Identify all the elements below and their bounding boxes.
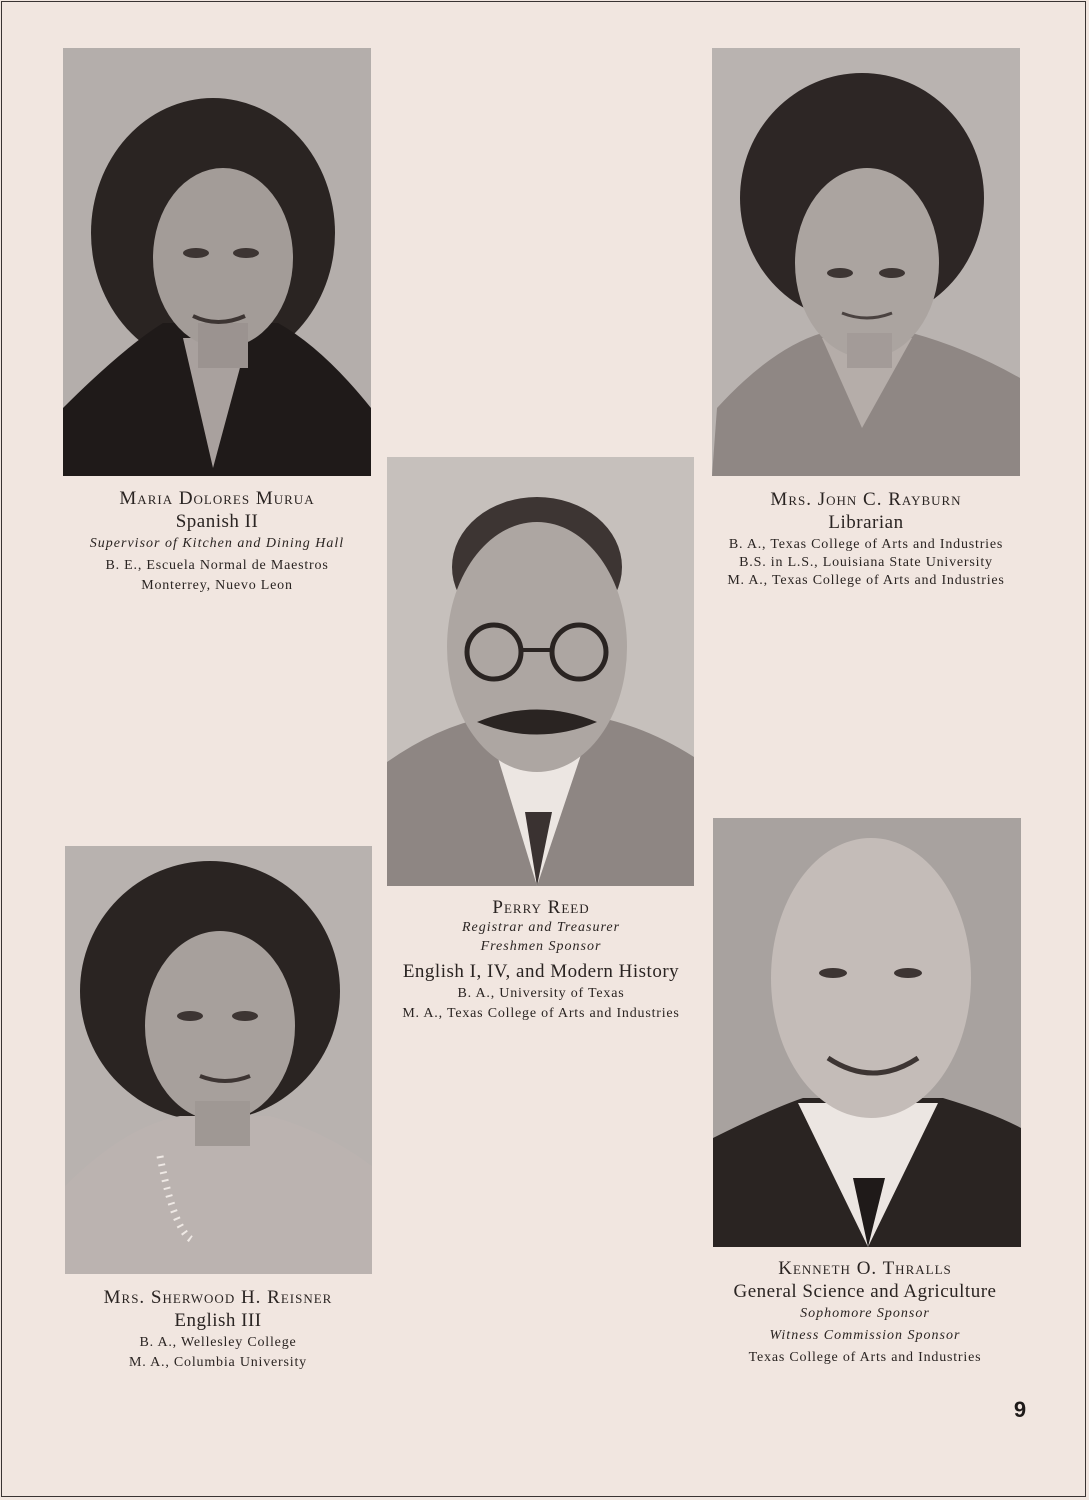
page-number: 9 — [1013, 1397, 1027, 1422]
faculty-subject: Librarian — [828, 512, 904, 533]
faculty-degree: B. A., Texas College of Arts and Industries — [728, 537, 1004, 552]
faculty-degree: M. A., Texas College of Arts and Industries — [727, 573, 1005, 588]
faculty-degree: B.S. in L.S., Louisiana State University — [739, 555, 993, 570]
caption-thralls — [690, 1259, 1040, 1371]
faculty-role: Registrar and Treasurer — [461, 920, 621, 935]
faculty-name: Kenneth O. Thralls — [778, 1258, 952, 1279]
faculty-degree: B. A., Wellesley College — [139, 1335, 297, 1350]
faculty-degree: M. A., Columbia University — [129, 1355, 307, 1370]
portrait-photo-thralls — [713, 818, 1021, 1247]
portrait-photo-murua — [63, 48, 371, 476]
faculty-role: Witness Commission Sponsor — [769, 1328, 961, 1343]
faculty-degree: B. A., University of Texas — [457, 986, 625, 1001]
portrait-photo-rayburn — [712, 48, 1020, 476]
faculty-role: Supervisor of Kitchen and Dining Hall — [89, 536, 345, 551]
faculty-name: Perry Reed — [492, 897, 590, 918]
caption-reisner — [40, 1288, 396, 1376]
caption-murua — [40, 489, 394, 599]
portrait-photo-reed — [387, 457, 694, 886]
faculty-subject: Spanish II — [175, 511, 259, 532]
faculty-subject: English III — [174, 1310, 262, 1331]
faculty-degree: B. E., Escuela Normal de Maestros — [105, 558, 329, 573]
faculty-subject: English I, IV, and Modern History — [402, 961, 680, 982]
faculty-degree: Monterrey, Nuevo Leon — [141, 578, 293, 593]
faculty-subject: General Science and Agriculture — [733, 1281, 997, 1302]
faculty-degree: M. A., Texas College of Arts and Industries — [402, 1006, 680, 1021]
faculty-name: Mrs. Sherwood H. Reisner — [103, 1287, 333, 1308]
caption-reed — [370, 898, 712, 1027]
portrait-photo-reisner — [65, 846, 372, 1274]
faculty-degree: Texas College of Arts and Industries — [748, 1350, 982, 1365]
faculty-role: Freshmen Sponsor — [480, 939, 602, 954]
faculty-name: Maria Dolores Murua — [119, 488, 315, 509]
faculty-role: Sophomore Sponsor — [800, 1306, 930, 1321]
faculty-name: Mrs. John C. Rayburn — [770, 489, 962, 510]
caption-rayburn — [690, 490, 1042, 592]
